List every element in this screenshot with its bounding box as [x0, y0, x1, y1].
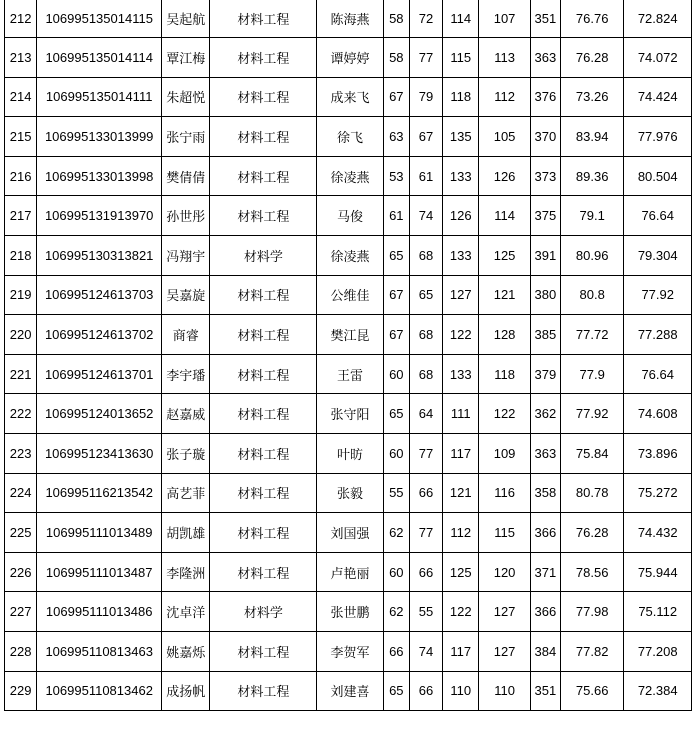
exam-id-cell: 106995124613703 [37, 275, 162, 315]
final-score-cell: 76.64 [624, 354, 692, 394]
final-score-cell: 77.288 [624, 315, 692, 355]
exam-id-cell: 106995111013487 [37, 552, 162, 592]
row-number-cell: 213 [5, 38, 37, 78]
subject2-score-cell: 121 [479, 275, 530, 315]
subject1-score-cell: 115 [443, 38, 479, 78]
subject1-score-cell: 117 [443, 433, 479, 473]
subject2-score-cell: 128 [479, 315, 530, 355]
english-score-cell: 61 [409, 156, 442, 196]
row-number-cell: 220 [5, 315, 37, 355]
subject2-score-cell: 125 [479, 235, 530, 275]
subject1-score-cell: 127 [443, 275, 479, 315]
subject1-score-cell: 114 [443, 0, 479, 38]
table-body [5, 0, 692, 711]
subject2-score-cell: 126 [479, 156, 530, 196]
student-name-cell: 李宇璠 [162, 354, 210, 394]
table-row [5, 0, 692, 38]
subject2-score-cell: 127 [479, 631, 530, 671]
row-number-cell: 229 [5, 671, 37, 711]
interview-score-cell: 76.28 [560, 38, 623, 78]
subject1-score-cell: 133 [443, 235, 479, 275]
row-number-cell: 214 [5, 77, 37, 117]
english-score-cell: 77 [409, 513, 442, 553]
politics-score-cell: 67 [383, 77, 409, 117]
exam-id-cell: 106995133013998 [37, 156, 162, 196]
subject2-score-cell: 127 [479, 592, 530, 632]
english-score-cell: 68 [409, 315, 442, 355]
subject1-score-cell: 112 [443, 513, 479, 553]
exam-id-cell: 106995130313821 [37, 235, 162, 275]
table-row [5, 354, 692, 394]
row-number-cell: 224 [5, 473, 37, 513]
supervisor-cell: 李贺军 [317, 631, 383, 671]
table-row [5, 235, 692, 275]
total-score-cell: 375 [530, 196, 560, 236]
politics-score-cell: 58 [383, 38, 409, 78]
exam-id-cell: 106995111013486 [37, 592, 162, 632]
student-name-cell: 赵嘉威 [162, 394, 210, 434]
table-row [5, 38, 692, 78]
politics-score-cell: 60 [383, 433, 409, 473]
interview-score-cell: 77.9 [560, 354, 623, 394]
english-score-cell: 66 [409, 671, 442, 711]
english-score-cell: 66 [409, 473, 442, 513]
table-row [5, 473, 692, 513]
exam-id-cell: 106995135014111 [37, 77, 162, 117]
final-score-cell: 76.64 [624, 196, 692, 236]
english-score-cell: 79 [409, 77, 442, 117]
interview-score-cell: 79.1 [560, 196, 623, 236]
major-cell: 材料工程 [210, 38, 317, 78]
row-number-cell: 217 [5, 196, 37, 236]
total-score-cell: 351 [530, 671, 560, 711]
politics-score-cell: 66 [383, 631, 409, 671]
final-score-cell: 74.072 [624, 38, 692, 78]
exam-id-cell: 106995116213542 [37, 473, 162, 513]
major-cell: 材料工程 [210, 631, 317, 671]
row-number-cell: 219 [5, 275, 37, 315]
interview-score-cell: 76.28 [560, 513, 623, 553]
row-number-cell: 222 [5, 394, 37, 434]
table-row [5, 552, 692, 592]
interview-score-cell: 89.36 [560, 156, 623, 196]
supervisor-cell: 张守阳 [317, 394, 383, 434]
subject1-score-cell: 125 [443, 552, 479, 592]
exam-id-cell: 106995135014114 [37, 38, 162, 78]
final-score-cell: 74.608 [624, 394, 692, 434]
final-score-cell: 77.976 [624, 117, 692, 157]
supervisor-cell: 张毅 [317, 473, 383, 513]
english-score-cell: 74 [409, 196, 442, 236]
major-cell: 材料工程 [210, 315, 317, 355]
english-score-cell: 72 [409, 0, 442, 38]
row-number-cell: 227 [5, 592, 37, 632]
subject2-score-cell: 110 [479, 671, 530, 711]
supervisor-cell: 徐凌燕 [317, 235, 383, 275]
final-score-cell: 79.304 [624, 235, 692, 275]
exam-id-cell: 106995124613702 [37, 315, 162, 355]
total-score-cell: 362 [530, 394, 560, 434]
interview-score-cell: 80.8 [560, 275, 623, 315]
major-cell: 材料工程 [210, 77, 317, 117]
interview-score-cell: 83.94 [560, 117, 623, 157]
total-score-cell: 358 [530, 473, 560, 513]
subject2-score-cell: 113 [479, 38, 530, 78]
politics-score-cell: 62 [383, 513, 409, 553]
table-row [5, 671, 692, 711]
supervisor-cell: 刘建喜 [317, 671, 383, 711]
total-score-cell: 384 [530, 631, 560, 671]
exam-id-cell: 106995133013999 [37, 117, 162, 157]
politics-score-cell: 65 [383, 671, 409, 711]
english-score-cell: 74 [409, 631, 442, 671]
student-name-cell: 张子璇 [162, 433, 210, 473]
total-score-cell: 379 [530, 354, 560, 394]
english-score-cell: 66 [409, 552, 442, 592]
interview-score-cell: 80.96 [560, 235, 623, 275]
student-name-cell: 高艺菲 [162, 473, 210, 513]
supervisor-cell: 谭婷婷 [317, 38, 383, 78]
table-row [5, 592, 692, 632]
politics-score-cell: 61 [383, 196, 409, 236]
final-score-cell: 77.208 [624, 631, 692, 671]
subject1-score-cell: 122 [443, 592, 479, 632]
final-score-cell: 72.824 [624, 0, 692, 38]
major-cell: 材料工程 [210, 275, 317, 315]
politics-score-cell: 58 [383, 0, 409, 38]
politics-score-cell: 53 [383, 156, 409, 196]
major-cell: 材料工程 [210, 473, 317, 513]
politics-score-cell: 67 [383, 275, 409, 315]
exam-id-cell: 106995111013489 [37, 513, 162, 553]
exam-id-cell: 106995123413630 [37, 433, 162, 473]
student-name-cell: 沈卓洋 [162, 592, 210, 632]
supervisor-cell: 陈海燕 [317, 0, 383, 38]
major-cell: 材料学 [210, 592, 317, 632]
major-cell: 材料学 [210, 235, 317, 275]
major-cell: 材料工程 [210, 671, 317, 711]
supervisor-cell: 王雷 [317, 354, 383, 394]
table-row [5, 433, 692, 473]
student-name-cell: 吴嘉旋 [162, 275, 210, 315]
student-name-cell: 覃江梅 [162, 38, 210, 78]
table-row [5, 631, 692, 671]
exam-id-cell: 106995124613701 [37, 354, 162, 394]
student-name-cell: 孙世彤 [162, 196, 210, 236]
politics-score-cell: 65 [383, 394, 409, 434]
row-number-cell: 226 [5, 552, 37, 592]
major-cell: 材料工程 [210, 156, 317, 196]
row-number-cell: 221 [5, 354, 37, 394]
subject1-score-cell: 122 [443, 315, 479, 355]
supervisor-cell: 成来飞 [317, 77, 383, 117]
admission-score-table [4, 0, 692, 711]
subject2-score-cell: 105 [479, 117, 530, 157]
interview-score-cell: 80.78 [560, 473, 623, 513]
exam-id-cell: 106995110813463 [37, 631, 162, 671]
english-score-cell: 65 [409, 275, 442, 315]
subject2-score-cell: 115 [479, 513, 530, 553]
interview-score-cell: 77.82 [560, 631, 623, 671]
total-score-cell: 370 [530, 117, 560, 157]
subject2-score-cell: 118 [479, 354, 530, 394]
politics-score-cell: 63 [383, 117, 409, 157]
english-score-cell: 67 [409, 117, 442, 157]
subject2-score-cell: 116 [479, 473, 530, 513]
student-name-cell: 李隆洲 [162, 552, 210, 592]
supervisor-cell: 徐凌燕 [317, 156, 383, 196]
total-score-cell: 366 [530, 513, 560, 553]
subject1-score-cell: 133 [443, 156, 479, 196]
total-score-cell: 371 [530, 552, 560, 592]
interview-score-cell: 77.98 [560, 592, 623, 632]
politics-score-cell: 67 [383, 315, 409, 355]
row-number-cell: 228 [5, 631, 37, 671]
english-score-cell: 77 [409, 433, 442, 473]
interview-score-cell: 77.72 [560, 315, 623, 355]
interview-score-cell: 78.56 [560, 552, 623, 592]
major-cell: 材料工程 [210, 0, 317, 38]
subject1-score-cell: 118 [443, 77, 479, 117]
exam-id-cell: 106995124013652 [37, 394, 162, 434]
final-score-cell: 75.944 [624, 552, 692, 592]
table-row [5, 117, 692, 157]
english-score-cell: 68 [409, 235, 442, 275]
row-number-cell: 216 [5, 156, 37, 196]
row-number-cell: 215 [5, 117, 37, 157]
politics-score-cell: 65 [383, 235, 409, 275]
subject2-score-cell: 114 [479, 196, 530, 236]
student-name-cell: 成扬帆 [162, 671, 210, 711]
student-name-cell: 张宁雨 [162, 117, 210, 157]
major-cell: 材料工程 [210, 354, 317, 394]
table-row [5, 315, 692, 355]
english-score-cell: 77 [409, 38, 442, 78]
major-cell: 材料工程 [210, 552, 317, 592]
student-name-cell: 姚嘉烁 [162, 631, 210, 671]
subject2-score-cell: 122 [479, 394, 530, 434]
interview-score-cell: 73.26 [560, 77, 623, 117]
supervisor-cell: 刘国强 [317, 513, 383, 553]
final-score-cell: 77.92 [624, 275, 692, 315]
politics-score-cell: 60 [383, 552, 409, 592]
subject2-score-cell: 112 [479, 77, 530, 117]
supervisor-cell: 马俊 [317, 196, 383, 236]
exam-id-cell: 106995131913970 [37, 196, 162, 236]
student-name-cell: 胡凯雄 [162, 513, 210, 553]
politics-score-cell: 55 [383, 473, 409, 513]
supervisor-cell: 樊江昆 [317, 315, 383, 355]
subject1-score-cell: 111 [443, 394, 479, 434]
english-score-cell: 64 [409, 394, 442, 434]
supervisor-cell: 公维佳 [317, 275, 383, 315]
major-cell: 材料工程 [210, 433, 317, 473]
total-score-cell: 351 [530, 0, 560, 38]
table-row [5, 156, 692, 196]
major-cell: 材料工程 [210, 394, 317, 434]
exam-id-cell: 106995110813462 [37, 671, 162, 711]
total-score-cell: 376 [530, 77, 560, 117]
subject1-score-cell: 121 [443, 473, 479, 513]
english-score-cell: 68 [409, 354, 442, 394]
student-name-cell: 商睿 [162, 315, 210, 355]
major-cell: 材料工程 [210, 196, 317, 236]
politics-score-cell: 60 [383, 354, 409, 394]
supervisor-cell: 卢艳丽 [317, 552, 383, 592]
student-name-cell: 吴起航 [162, 0, 210, 38]
subject1-score-cell: 110 [443, 671, 479, 711]
table-row [5, 275, 692, 315]
row-number-cell: 212 [5, 0, 37, 38]
table-row [5, 394, 692, 434]
final-score-cell: 75.112 [624, 592, 692, 632]
total-score-cell: 373 [530, 156, 560, 196]
supervisor-cell: 叶昉 [317, 433, 383, 473]
major-cell: 材料工程 [210, 513, 317, 553]
final-score-cell: 75.272 [624, 473, 692, 513]
subject1-score-cell: 133 [443, 354, 479, 394]
row-number-cell: 218 [5, 235, 37, 275]
english-score-cell: 55 [409, 592, 442, 632]
subject2-score-cell: 109 [479, 433, 530, 473]
politics-score-cell: 62 [383, 592, 409, 632]
exam-id-cell: 106995135014115 [37, 0, 162, 38]
total-score-cell: 366 [530, 592, 560, 632]
student-name-cell: 冯翔宇 [162, 235, 210, 275]
final-score-cell: 74.432 [624, 513, 692, 553]
interview-score-cell: 77.92 [560, 394, 623, 434]
total-score-cell: 363 [530, 38, 560, 78]
total-score-cell: 380 [530, 275, 560, 315]
student-name-cell: 朱超悦 [162, 77, 210, 117]
subject2-score-cell: 120 [479, 552, 530, 592]
supervisor-cell: 徐飞 [317, 117, 383, 157]
subject1-score-cell: 117 [443, 631, 479, 671]
interview-score-cell: 75.66 [560, 671, 623, 711]
subject1-score-cell: 135 [443, 117, 479, 157]
table-row [5, 196, 692, 236]
total-score-cell: 391 [530, 235, 560, 275]
student-name-cell: 樊倩倩 [162, 156, 210, 196]
final-score-cell: 73.896 [624, 433, 692, 473]
row-number-cell: 225 [5, 513, 37, 553]
supervisor-cell: 张世鹏 [317, 592, 383, 632]
table-row [5, 77, 692, 117]
interview-score-cell: 75.84 [560, 433, 623, 473]
total-score-cell: 363 [530, 433, 560, 473]
final-score-cell: 80.504 [624, 156, 692, 196]
final-score-cell: 74.424 [624, 77, 692, 117]
final-score-cell: 72.384 [624, 671, 692, 711]
row-number-cell: 223 [5, 433, 37, 473]
interview-score-cell: 76.76 [560, 0, 623, 38]
major-cell: 材料工程 [210, 117, 317, 157]
subject2-score-cell: 107 [479, 0, 530, 38]
subject1-score-cell: 126 [443, 196, 479, 236]
table-row [5, 513, 692, 553]
total-score-cell: 385 [530, 315, 560, 355]
